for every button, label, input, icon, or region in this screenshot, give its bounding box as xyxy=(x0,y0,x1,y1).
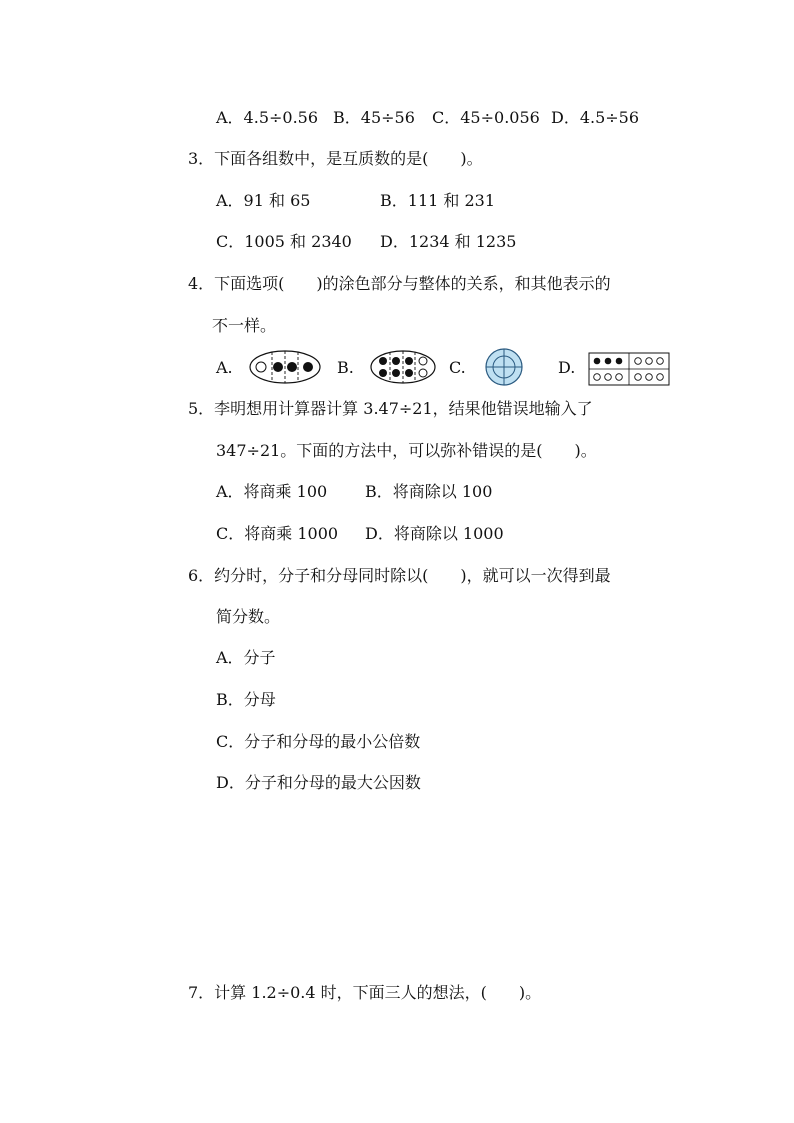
q6-stem-line1: 6．约分时，分子和分母同时除以( )，就可以一次得到最 xyxy=(188,566,611,585)
q7-stem: 7．计算 1.2÷0.4 时，下面三人的想法，( )。 xyxy=(188,983,542,1002)
q4-option-a-label: A. xyxy=(216,358,233,377)
q3-option-d: D．1234 和 1235 xyxy=(380,232,517,251)
q2-option-a: A．4.5÷0.56 xyxy=(216,108,319,127)
q5-option-d: D．将商除以 1000 xyxy=(365,524,504,543)
q4-figure-b xyxy=(369,349,437,385)
q4-figure-d xyxy=(588,352,670,386)
q5-option-b: B．将商除以 100 xyxy=(365,482,493,501)
q6-stem-line2: 简分数。 xyxy=(216,607,281,626)
q6-option-d: D．分子和分母的最大公因数 xyxy=(216,773,421,792)
q2-option-c: C．45÷0.056 xyxy=(432,108,540,127)
q4-option-b-label: B. xyxy=(337,358,354,377)
q4-option-c-label: C. xyxy=(449,358,466,377)
q5-stem-line2: 347÷21。下面的方法中，可以弥补错误的是( )。 xyxy=(216,441,597,460)
q6-option-c: C．分子和分母的最小公倍数 xyxy=(216,732,421,751)
q4-stem-line2: 不一样。 xyxy=(212,316,277,335)
q2-option-d: D．4.5÷56 xyxy=(551,108,640,127)
q4-figure-c xyxy=(484,347,524,387)
q5-stem-line1: 5．李明想用计算器计算 3.47÷21，结果他错误地输入了 xyxy=(188,399,593,418)
q3-stem: 3．下面各组数中，是互质数的是( )。 xyxy=(188,149,483,168)
q3-option-b: B．111 和 231 xyxy=(380,191,496,210)
q6-option-b: B．分母 xyxy=(216,690,276,709)
q6-option-a: A．分子 xyxy=(216,648,276,667)
q5-option-a: A．将商乘 100 xyxy=(216,482,328,501)
q4-stem-line1: 4．下面选项( )的涂色部分与整体的关系，和其他表示的 xyxy=(188,274,611,293)
q4-option-d-label: D. xyxy=(558,358,576,377)
q4-figure-a xyxy=(248,349,322,385)
q3-option-c: C．1005 和 2340 xyxy=(216,232,352,251)
q3-option-a: A．91 和 65 xyxy=(216,191,311,210)
q5-option-c: C．将商乘 1000 xyxy=(216,524,339,543)
q2-option-b: B．45÷56 xyxy=(333,108,415,127)
